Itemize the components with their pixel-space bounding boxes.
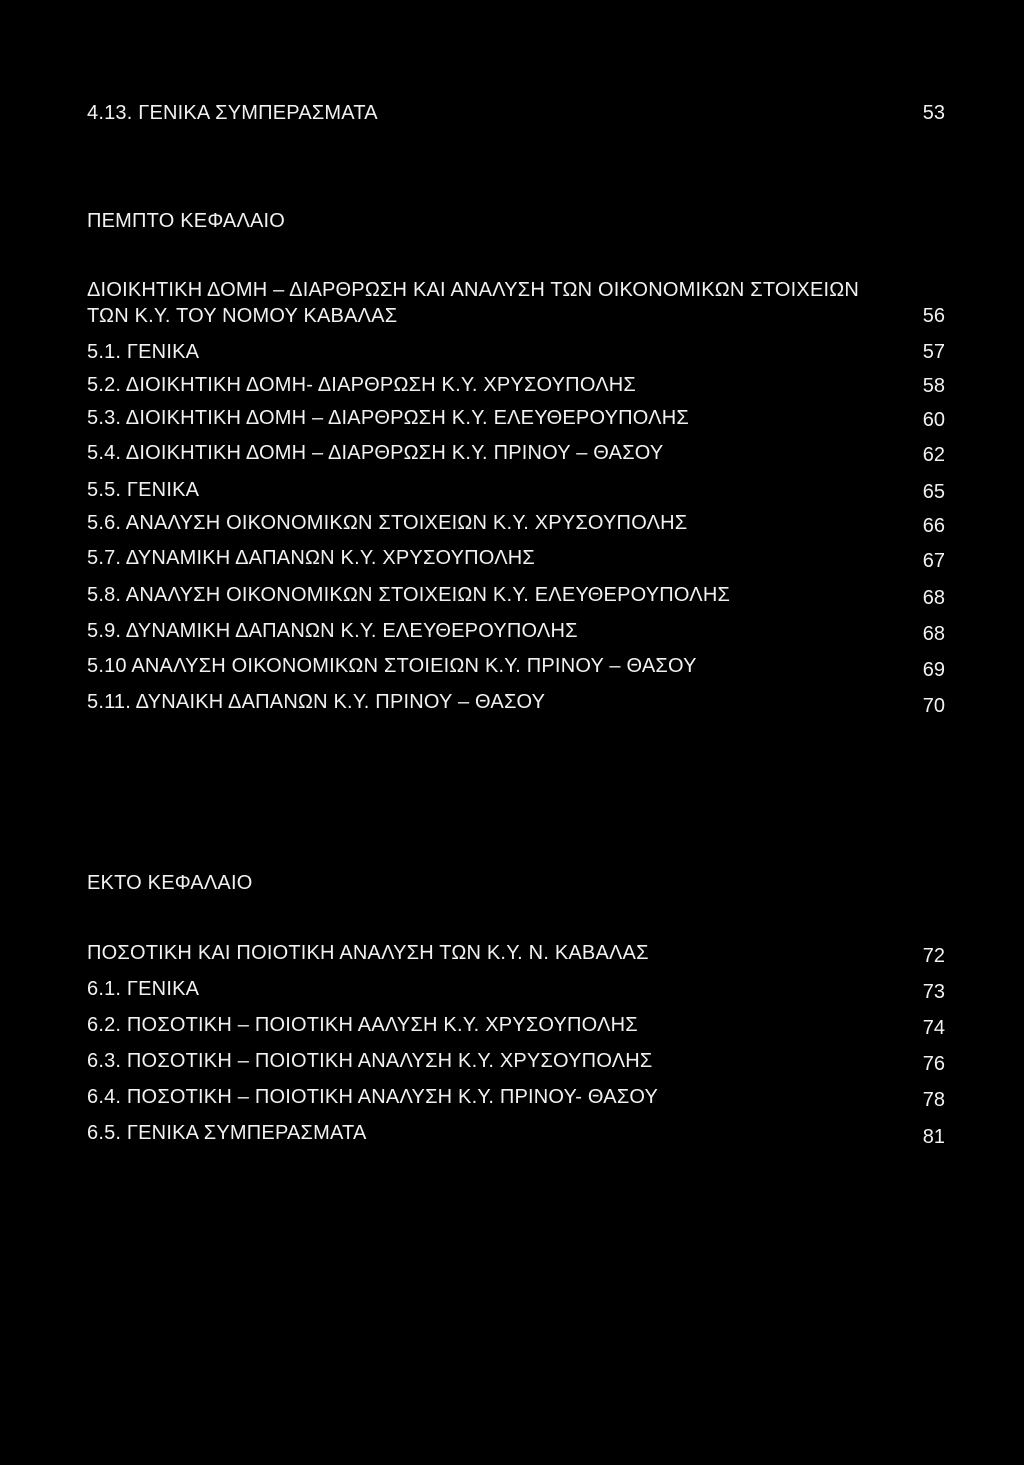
toc-entry-page: 67	[922, 550, 945, 572]
toc-entry-page: 74	[922, 1017, 945, 1039]
toc-entry-label: 5.2. ΔΙΟΙΚΗΤΙΚΗ ΔΟΜΗ- ΔΙΑΡΘΡΩΣΗ Κ.Υ. ΧΡΥΣΟΥΠΟΛΗΣ	[87, 374, 636, 396]
toc-entry-label: 5.3. ΔΙΟΙΚΗΤΙΚΗ ΔΟΜΗ – ΔΙΑΡΘΡΩΣΗ Κ.Υ. ΕΛΕΥΘΕΡΟΥΠΟΛΗΣ	[87, 407, 689, 429]
toc-entry-page: 62	[922, 444, 945, 466]
toc-entry-page: 57	[922, 341, 945, 363]
toc-entry-page: 69	[922, 659, 945, 681]
toc-entry-label: 5.4. ΔΙΟΙΚΗΤΙΚΗ ΔΟΜΗ – ΔΙΑΡΘΡΩΣΗ Κ.Υ. ΠΡΙΝΟΥ – ΘΑΣΟΥ	[87, 442, 664, 464]
chapter-heading: ΕΚΤΟ ΚΕΦΑΛΑΙΟ	[87, 872, 253, 894]
toc-entry-label: 6.1. ΓΕΝΙΚΑ	[87, 978, 200, 1000]
toc-entry-label: 5.6. ΑΝΑΛΥΣΗ ΟΙΚΟΝΟΜΙΚΩΝ ΣΤΟΙΧΕΙΩΝ Κ.Υ. ΧΡΥΣΟΥΠΟΛΗΣ	[87, 512, 688, 534]
toc-entry-label: 6.5. ΓΕΝΙΚΑ ΣΥΜΠΕΡΑΣΜΑΤΑ	[87, 1122, 367, 1144]
toc-entry-page: 76	[922, 1053, 945, 1075]
toc-entry-label: 4.13. ΓΕΝΙΚΑ ΣΥΜΠΕΡΑΣΜΑΤΑ	[87, 102, 378, 124]
toc-entry-label: 5.1. ΓΕΝΙΚΑ	[87, 341, 200, 363]
toc-entry-label: 5.7. ΔΥΝΑΜΙΚΗ ΔΑΠΑΝΩΝ Κ.Υ. ΧΡΥΣΟΥΠΟΛΗΣ	[87, 547, 535, 569]
chapter-heading: ΠΕΜΠΤΟ ΚΕΦΑΛΑΙΟ	[87, 210, 286, 232]
toc-entry-page: 53	[922, 102, 945, 124]
toc-entry-label: 6.2. ΠΟΣΟΤΙΚΗ – ΠΟΙΟΤΙΚΗ ΑΑΛΥΣΗ Κ.Υ. ΧΡΥΣΟΥΠΟΛΗΣ	[87, 1014, 638, 1036]
toc-entry-page: 81	[922, 1126, 945, 1148]
toc-entry-page: 58	[922, 375, 945, 397]
chapter-title-line-1: ΔΙΟΙΚΗΤΙΚΗ ΔΟΜΗ – ΔΙΑΡΘΡΩΣΗ ΚΑΙ ΑΝΑΛΥΣΗ ΤΩΝ ΟΙΚΟΝΟΜΙΚΩΝ ΣΤΟΙΧΕΙΩΝ	[87, 279, 860, 301]
toc-entry-page: 68	[922, 587, 945, 609]
toc-entry-page: 70	[922, 695, 945, 717]
toc-entry-page: 66	[922, 515, 945, 537]
chapter-title: ΠΟΣΟΤΙΚΗ ΚΑΙ ΠΟΙΟΤΙΚΗ ΑΝΑΛΥΣΗ ΤΩΝ Κ.Υ. Ν. ΚΑΒΑΛΑΣ	[87, 942, 649, 964]
toc-entry-page: 78	[922, 1089, 945, 1111]
toc-entry-label: 6.3. ΠΟΣΟΤΙΚΗ – ΠΟΙΟΤΙΚΗ ΑΝΑΛΥΣΗ Κ.Υ. ΧΡΥΣΟΥΠΟΛΗΣ	[87, 1050, 653, 1072]
toc-entry-page: 60	[922, 409, 945, 431]
toc-entry-label: 5.9. ΔΥΝΑΜΙΚΗ ΔΑΠΑΝΩΝ Κ.Υ. ΕΛΕΥΘΕΡΟΥΠΟΛΗΣ	[87, 620, 578, 642]
toc-entry-label: 5.11. ΔΥΝΑΙΚΗ ΔΑΠΑΝΩΝ Κ.Υ. ΠΡΙΝΟΥ – ΘΑΣΟΥ	[87, 691, 546, 713]
toc-entry-label: 5.8. ΑΝΑΛΥΣΗ ΟΙΚΟΝΟΜΙΚΩΝ ΣΤΟΙΧΕΙΩΝ Κ.Υ. ΕΛΕΥΘΕΡΟΥΠΟΛΗΣ	[87, 584, 731, 606]
toc-entry-label: 5.5. ΓΕΝΙΚΑ	[87, 479, 200, 501]
chapter-title-page: 72	[922, 945, 945, 967]
toc-entry-page: 68	[922, 623, 945, 645]
toc-entry-label: 5.10 ΑΝΑΛΥΣΗ ΟΙΚΟΝΟΜΙΚΩΝ ΣΤΟΙΕΙΩΝ Κ.Υ. ΠΡΙΝΟΥ – ΘΑΣΟΥ	[87, 655, 697, 677]
chapter-title-line-2: ΤΩΝ Κ.Υ. ΤΟΥ ΝΟΜΟΥ ΚΑΒΑΛΑΣ	[87, 305, 398, 327]
toc-entry-label: 6.4. ΠΟΣΟΤΙΚΗ – ΠΟΙΟΤΙΚΗ ΑΝΑΛΥΣΗ Κ.Υ. ΠΡΙΝΟΥ- ΘΑΣΟΥ	[87, 1086, 659, 1108]
toc-entry-page: 65	[922, 481, 945, 503]
chapter-title-page: 56	[922, 305, 945, 327]
toc-entry-page: 73	[922, 981, 945, 1003]
